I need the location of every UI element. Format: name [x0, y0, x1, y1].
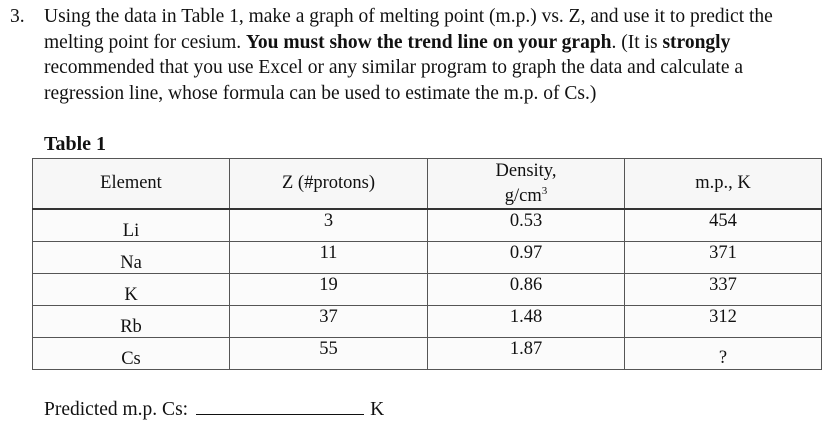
cell-element: Rb: [33, 306, 230, 338]
question-emphasis-trend-line: You must show the trend line on your graph: [246, 31, 612, 53]
question-text-part-a: Using the data in Table 1, make a graph of melting point (m.p.) vs. Z, and use it to predict the melting point for cesium.: [44, 6, 773, 53]
table-label: Table 1: [44, 133, 107, 155]
question-text: [44, 4, 816, 106]
table-row: [33, 274, 822, 306]
table-header-row: [33, 159, 822, 210]
density-unit-exponent: 3: [541, 184, 548, 197]
predicted-answer: [44, 396, 384, 421]
cell-element: Cs: [33, 338, 230, 370]
cell-mp: ?: [625, 338, 822, 370]
cell-density: 1.48: [428, 306, 625, 338]
cell-z: 37: [230, 306, 428, 338]
cell-density: 1.87: [428, 338, 625, 370]
cell-z: 55: [230, 338, 428, 370]
cell-density: 0.53: [428, 209, 625, 242]
cell-element: Na: [33, 242, 230, 274]
cell-mp: 312: [625, 306, 822, 338]
table-row: [33, 306, 822, 338]
question-emphasis-strongly: strongly: [662, 31, 731, 53]
question-number: 3.: [10, 6, 25, 27]
cell-element: K: [33, 274, 230, 306]
cell-z: 19: [230, 274, 428, 306]
cell-density: 0.97: [428, 242, 625, 274]
cell-mp: 337: [625, 274, 822, 306]
cell-mp: 454: [625, 209, 822, 242]
density-label: Density,: [495, 160, 557, 181]
answer-unit: K: [370, 399, 385, 420]
cell-z: 11: [230, 242, 428, 274]
header-element: Element: [33, 159, 230, 210]
cell-z: 3: [230, 209, 428, 242]
question-text-part-b: . (It is: [611, 31, 663, 53]
cell-element: Li: [33, 209, 230, 242]
predicted-label: Predicted m.p. Cs:: [44, 399, 189, 420]
table-row: [33, 338, 822, 370]
table-row: [33, 209, 822, 242]
density-unit: g/cm: [504, 186, 542, 207]
question-text-part-c: recommended that you use Excel or any similar program to graph the data and calculate a regression line, whose formula can be used to estimate the m.p. of Cs.): [44, 57, 744, 104]
answer-blank[interactable]: [196, 396, 364, 415]
header-mp: m.p., K: [625, 159, 822, 210]
table-row: [33, 242, 822, 274]
data-table: [32, 158, 822, 370]
cell-density: 0.86: [428, 274, 625, 306]
header-density: [428, 159, 625, 210]
cell-mp: 371: [625, 242, 822, 274]
header-z: Z (#protons): [230, 159, 428, 210]
